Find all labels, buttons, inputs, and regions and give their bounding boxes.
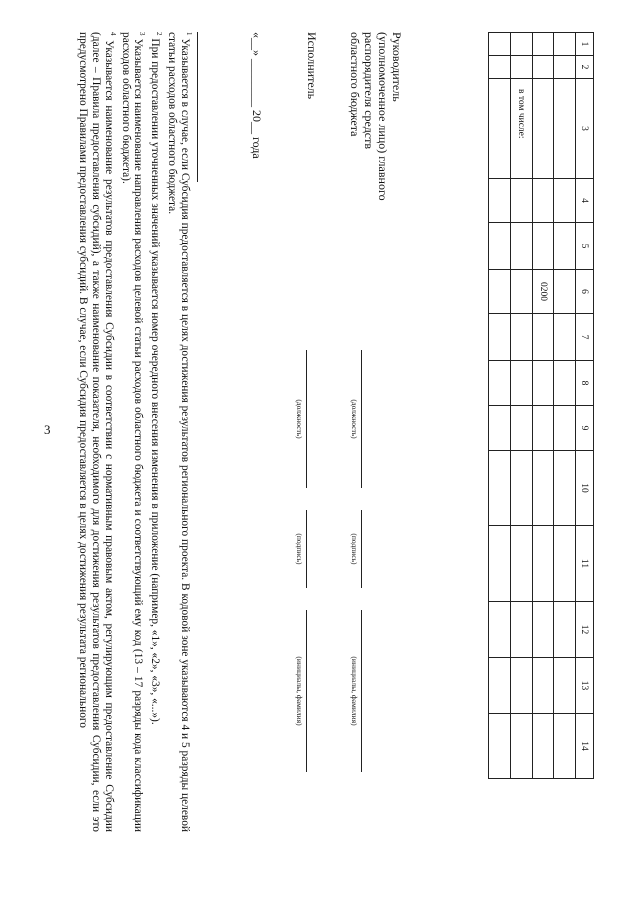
table-cell: [511, 56, 533, 79]
position-line: [361, 350, 362, 488]
executor-signature-line: [306, 510, 307, 588]
table-row: [489, 33, 511, 779]
column-header: 12: [576, 602, 594, 658]
table-cell: [533, 406, 554, 451]
table-cell: [511, 451, 533, 526]
table-cell: [533, 658, 554, 714]
table-cell: [554, 406, 576, 451]
table-cell: [511, 314, 533, 361]
signature-line: [361, 510, 362, 588]
table-cell: [554, 314, 576, 361]
name-line: [361, 610, 362, 772]
column-header: 5: [576, 223, 594, 270]
table-cell: [489, 179, 511, 223]
report-table: [488, 32, 594, 779]
footnote-1: $^1$ Указывается в случае, если Субсидия предоставляется в целях достижения результатов регионального проекта. В кодовой зоне указываются 4 и 5 разряды целевой статьи расходов областного бюджета.: [166, 32, 193, 832]
column-header: 8: [576, 361, 594, 406]
executor-name-caption: (инициалы, фамилия): [295, 656, 304, 726]
executor-position-caption: (должность): [295, 399, 304, 439]
table-cell: [533, 602, 554, 658]
table-cell: [533, 314, 554, 361]
table-cell: [533, 361, 554, 406]
table-cell: [489, 361, 511, 406]
column-header: 10: [576, 451, 594, 526]
executor-label: Исполнитель: [305, 32, 319, 100]
executor-position-line: [306, 350, 307, 488]
column-header: 11: [576, 526, 594, 602]
table-cell: [511, 33, 533, 56]
table-cell: [533, 33, 554, 56]
table-cell: [533, 79, 554, 179]
table-cell: [489, 270, 511, 314]
table-cell: [489, 314, 511, 361]
table-cell: [489, 658, 511, 714]
signature-caption: (подпись): [350, 533, 359, 565]
column-header: 7: [576, 314, 594, 361]
table-cell: [489, 56, 511, 79]
table-cell: [511, 361, 533, 406]
footnote-2: $^2$ При предоставлении уточненных значений указывается номер очередного внесения изменения в приложение (например, «1», «2», «3», «...»).: [149, 32, 164, 725]
table-cell: 0200: [533, 270, 554, 314]
executor-name-line: [306, 610, 307, 772]
column-header: 9: [576, 406, 594, 451]
table-cell: [489, 526, 511, 602]
page-number: 3: [44, 422, 51, 437]
column-header: 14: [576, 714, 594, 779]
table-cell: [554, 361, 576, 406]
table-cell: [511, 658, 533, 714]
column-header: 4: [576, 179, 594, 223]
table-header-row: [576, 33, 594, 779]
table-cell: [489, 223, 511, 270]
table-cell: [489, 602, 511, 658]
name-caption: (инициалы, фамилия): [350, 656, 359, 726]
table-cell: [511, 526, 533, 602]
table-cell: [533, 56, 554, 79]
table-cell: [511, 602, 533, 658]
table-cell: [511, 714, 533, 779]
table-cell: [554, 33, 576, 56]
table-cell: [554, 79, 576, 179]
table-cell: [533, 179, 554, 223]
table-row: [533, 33, 554, 779]
column-header: 13: [576, 658, 594, 714]
table-row: [511, 33, 533, 779]
date-line: «__» ________ 20__ года: [250, 32, 264, 159]
table-cell: [554, 179, 576, 223]
table-cell: [554, 451, 576, 526]
table-cell: [511, 270, 533, 314]
column-header: 2: [576, 56, 594, 79]
table-cell: [554, 56, 576, 79]
column-header: 6: [576, 270, 594, 314]
table-cell: [511, 179, 533, 223]
head-signature-label: Руководитель (уполномоченное лицо) главного распорядителя средств областного бюджета: [348, 32, 404, 201]
column-header: 1: [576, 33, 594, 56]
rotated-page-content: [74, 32, 594, 832]
table-cell: [554, 526, 576, 602]
footnote-separator: [197, 32, 198, 182]
table-row: [554, 33, 576, 779]
table-cell: [489, 714, 511, 779]
table-cell: [533, 714, 554, 779]
table-cell: [554, 714, 576, 779]
executor-signature-caption: (подпись): [295, 533, 304, 565]
position-caption: (должность): [350, 399, 359, 439]
table-cell: [533, 526, 554, 602]
table-cell: [533, 223, 554, 270]
table-cell: [511, 406, 533, 451]
table-cell: в том числе:: [511, 79, 533, 179]
table-cell: [489, 451, 511, 526]
footnote-4: $^4$ Указывается наименование результатов предоставления Субсидии в соответствии с нормативным правовым актом, регулирующим предоставление Субсидии (далее – Правила предоставления субсидий), а также наименование показателя, необходимого для достижения результатов предоставления Субсидии, если это предусмотрено Правилами предоставления субсидий. В случае, если Субсидия предоставляется в целях достижения результата регионального: [76, 32, 117, 832]
table-cell: [554, 658, 576, 714]
table-cell: [533, 451, 554, 526]
column-header: 3: [576, 79, 594, 179]
table-cell: [554, 602, 576, 658]
table-cell: [489, 33, 511, 56]
footnotes: [76, 32, 195, 832]
table-cell: [554, 223, 576, 270]
table-cell: [489, 79, 511, 179]
table-cell: [554, 270, 576, 314]
table-cell: [511, 223, 533, 270]
table-cell: [489, 406, 511, 451]
footnote-3: $^3$ Указывается наименование направления расходов целевой статьи расходов областного бюджета и соответствующий ему код (13 – 17 разряды кода классификации расходов областного бюджета).: [119, 32, 147, 832]
